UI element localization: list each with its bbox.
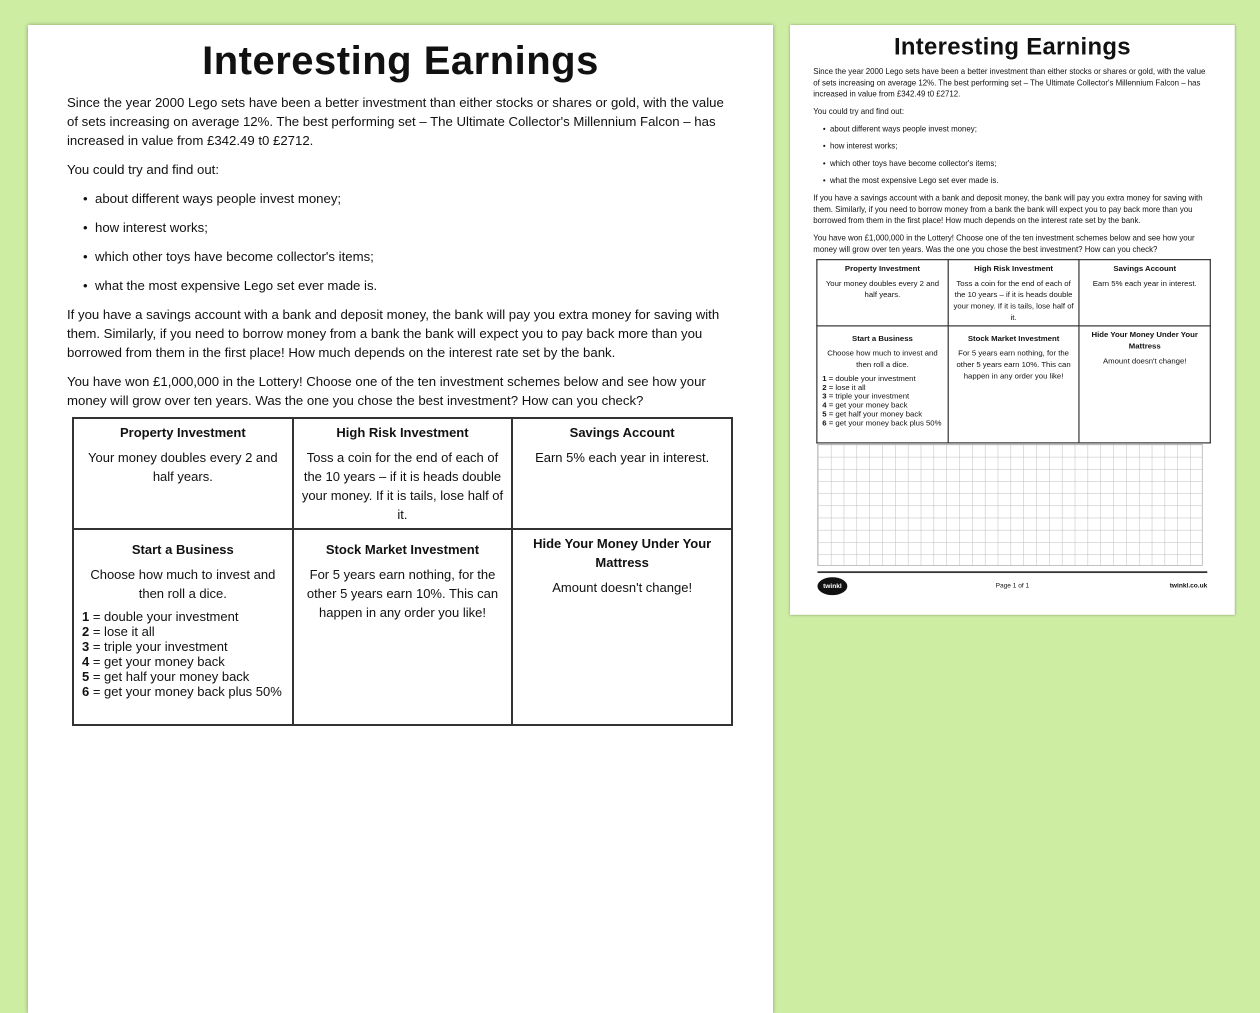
dice-outcome	[822, 392, 942, 401]
dice-text: = double your investment	[826, 373, 916, 383]
scheme-title: Savings Account	[1113, 263, 1177, 273]
scheme-cell	[948, 326, 1079, 443]
scheme-cell	[948, 260, 1079, 326]
dice-text: = triple your investment	[826, 391, 910, 401]
dice-outcome	[822, 409, 942, 418]
list-item: • about different ways people invest money;	[97, 189, 734, 208]
worksheet-title: Interesting Earnings	[202, 39, 599, 83]
dice-outcome	[82, 684, 284, 699]
squared-grid	[817, 444, 1202, 566]
scheme-text: Choose how much to invest and then roll a dice.	[90, 567, 276, 601]
dice-outcome	[82, 609, 284, 624]
list-item: • what the most expensive Lego set ever made is.	[97, 276, 734, 295]
dice-outcome	[822, 418, 942, 427]
dice-text: = get your money back plus 50%	[826, 418, 942, 428]
dice-outcome	[82, 654, 284, 669]
dice-text: = get your money back plus 50%	[89, 684, 282, 699]
scheme-text: Your money doubles every 2 and half years.	[88, 450, 278, 484]
worksheet-preview-full-page	[790, 25, 1235, 615]
find-out-label: You could try and find out:	[813, 106, 905, 116]
dice-number: 1	[82, 609, 90, 624]
scheme-title: Stock Market Investment	[967, 333, 1060, 343]
scheme-text: Earn 5% each year in interest.	[535, 450, 710, 465]
scheme-text: Choose how much to invest and then roll a dice.	[827, 348, 938, 369]
scheme-title: High Risk Investment	[974, 263, 1054, 273]
dice-number: 1	[822, 373, 827, 383]
dice-number: 3	[822, 391, 827, 401]
lottery-paragraph: You have won £1,000,000 in the Lottery! Choose one of the ten investment schemes below and see how your money will grow over ten years. Was the one you chose the best investment? How can you check?	[67, 374, 706, 408]
dice-text: = get your money back	[89, 654, 225, 669]
dice-number: 2	[822, 382, 827, 392]
list-item: • which other toys have become collector's items;	[97, 247, 734, 266]
scheme-text: Amount doesn't change!	[1102, 356, 1187, 366]
scheme-cell	[817, 260, 948, 326]
dice-outcomes	[822, 374, 942, 428]
page-number: Page 1 of 1	[995, 582, 1030, 590]
find-out-list	[67, 189, 734, 295]
list-item: • about different ways people invest money;	[831, 123, 1211, 134]
dice-text: = lose it all	[89, 624, 155, 639]
dice-number: 5	[82, 669, 90, 684]
dice-number: 4	[822, 400, 827, 410]
scheme-title: Start a Business	[131, 542, 234, 557]
lottery-paragraph: You have won £1,000,000 in the Lottery! Choose one of the ten investment schemes below and see how your money will grow over ten years. Was the one you chose the best investment? How can you check?	[813, 233, 1195, 254]
dice-text: = get half your money back	[89, 669, 250, 684]
dice-number: 3	[82, 639, 90, 654]
dice-text: = double your investment	[89, 609, 239, 624]
scheme-title: Hide Your Money Under Your Mattress	[1091, 330, 1198, 351]
dice-text: = get half your money back	[826, 409, 923, 419]
scheme-cell	[1079, 326, 1210, 443]
list-item: • how interest works;	[831, 140, 1211, 151]
scheme-text: Toss a coin for the end of each of the 10 years – if it is heads double your money. If it is tails, lose half of it.	[301, 450, 504, 522]
scheme-text: Toss a coin for the end of each of the 10 years – if it is heads double your money. If it is tails, lose half of it.	[953, 278, 1074, 322]
scheme-title: Property Investment	[119, 425, 246, 440]
twinkl-logo: twinkl	[817, 577, 847, 595]
dice-text: = lose it all	[826, 382, 866, 392]
worksheet-preview-large	[28, 25, 773, 1013]
dice-number: 6	[82, 684, 90, 699]
list-item: • what the most expensive Lego set ever made is.	[831, 175, 1211, 186]
dice-number: 5	[822, 409, 827, 419]
footer-divider	[817, 571, 1207, 573]
dice-outcome	[822, 374, 942, 383]
scheme-text: For 5 years earn nothing, for the other 5 years earn 10%. This can happen in any order you like!	[306, 567, 499, 620]
dice-outcome	[82, 639, 284, 654]
scheme-title: Property Investment	[844, 263, 920, 273]
savings-paragraph: If you have a savings account with a bank and deposit money, the bank will pay you extra money for saving with them. Similarly, if you need to borrow money from a bank the bank will expect you to pay back more than you borrowed from them in the first place! How much depends on the interest rate set by the bank.	[67, 307, 720, 360]
investment-schemes-table	[72, 417, 733, 726]
find-out-label: You could try and find out:	[67, 162, 220, 177]
dice-text: = get your money back	[826, 400, 908, 410]
scheme-cell	[293, 418, 513, 529]
scheme-text: Earn 5% each year in interest.	[1092, 278, 1197, 288]
dice-outcome	[82, 669, 284, 684]
intro-paragraph: Since the year 2000 Lego sets have been a better investment than either stocks or shares or gold, with the value of sets increasing on average 12%. The best performing set – The Ultimate Collector's Millennium Falcon – has increased in value from £342.49 t0 £2712.	[67, 95, 724, 148]
scheme-title: High Risk Investment	[336, 425, 469, 440]
dice-outcome	[822, 401, 942, 410]
scheme-cell	[512, 418, 732, 529]
site-url: twinkl.co.uk	[1169, 582, 1208, 590]
scheme-text: Amount doesn't change!	[552, 580, 693, 595]
scheme-title: Hide Your Money Under Your Mattress	[533, 536, 712, 570]
dice-outcomes	[82, 609, 284, 699]
scheme-cell	[1079, 260, 1210, 326]
dice-outcome	[82, 624, 284, 639]
scheme-cell	[512, 529, 732, 725]
scheme-cell	[73, 529, 293, 725]
worksheet-body	[813, 66, 1211, 261]
list-item: • which other toys have become collector's items;	[831, 158, 1211, 169]
dice-number: 4	[82, 654, 90, 669]
scheme-title: Start a Business	[852, 333, 913, 343]
dice-number: 2	[82, 624, 90, 639]
investment-schemes-table	[816, 259, 1211, 443]
scheme-cell	[73, 418, 293, 529]
scheme-text: Your money doubles every 2 and half years.	[825, 278, 940, 300]
worksheet-title: Interesting Earnings	[893, 33, 1131, 60]
scheme-title: Savings Account	[569, 425, 675, 440]
dice-number: 6	[822, 418, 827, 428]
scheme-text: For 5 years earn nothing, for the other 5 years earn 10%. This can happen in any order you like!	[956, 348, 1071, 381]
savings-paragraph: If you have a savings account with a bank and deposit money, the bank will pay you extra money for saving with them. Similarly, if you need to borrow money from a bank the bank will expect you to pay back more than you borrowed from them in the first place! How much depends on the interest rate set by the bank.	[813, 193, 1203, 225]
find-out-list	[813, 123, 1211, 186]
intro-paragraph: Since the year 2000 Lego sets have been a better investment than either stocks or shares or gold, with the value of sets increasing on average 12%. The best performing set – The Ultimate Collector's Millennium Falcon – has increased in value from £342.49 t0 £2712.	[813, 66, 1206, 99]
scheme-cell	[293, 529, 513, 725]
worksheet-body	[67, 93, 734, 420]
scheme-title: Stock Market Investment	[325, 542, 480, 557]
list-item: • how interest works;	[97, 218, 734, 237]
dice-text: = triple your investment	[89, 639, 228, 654]
scheme-cell	[817, 326, 948, 443]
dice-outcome	[822, 383, 942, 392]
